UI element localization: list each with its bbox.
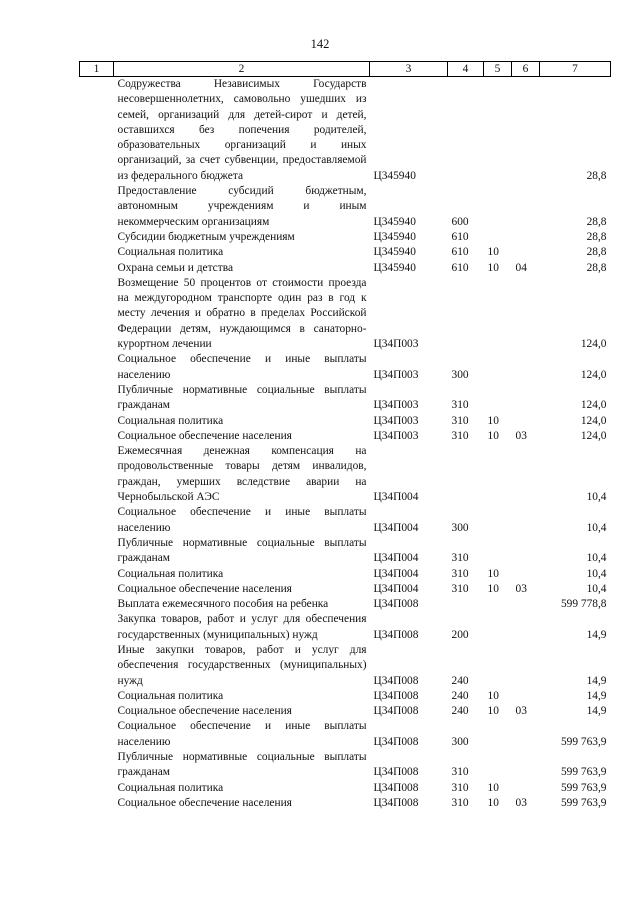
- cell-rz: [484, 505, 512, 536]
- cell-sum: 599 763,9: [560, 781, 607, 794]
- cell-rz: 10: [487, 705, 499, 718]
- cell-name: Социальное обеспечение населения: [117, 796, 292, 809]
- cell-code: Ц345940: [373, 215, 416, 228]
- cell-sum: 124,0: [580, 338, 607, 351]
- cell-blank: [80, 505, 114, 536]
- cell-rz: [484, 276, 512, 352]
- cell-name: Социальное обеспечение и иные выплаты населению: [117, 720, 367, 748]
- cell-blank: [80, 597, 114, 612]
- cell-name: Социальная политика: [117, 414, 224, 427]
- cell-code: Ц34П008: [373, 705, 419, 718]
- cell-code: Ц34П003: [373, 368, 419, 381]
- cell-vr: 300: [451, 521, 469, 534]
- cell-code: Ц34П008: [373, 689, 419, 702]
- cell-name: Ежемесячная денежная компенсация на продовольственные товары детям инвалидов, граждан, умерших вследствие аварии на Чернобыльской АЭС: [117, 445, 367, 504]
- cell-pr: [512, 567, 540, 582]
- cell-pr: [512, 184, 540, 230]
- cell-vr: 310: [451, 429, 469, 442]
- cell-vr: 310: [451, 582, 469, 595]
- cell-name: Иные закупки товаров, работ и услуг для обеспечения государственных (муниципальных) нужд: [117, 643, 367, 687]
- table-row: [80, 704, 611, 719]
- cell-code: Ц34П008: [373, 674, 419, 687]
- cell-vr: 300: [451, 735, 469, 748]
- cell-rz: 10: [487, 261, 499, 274]
- cell-code: Ц345940: [373, 230, 416, 243]
- cell-rz: [484, 383, 512, 414]
- cell-pr: [512, 781, 540, 796]
- cell-sum: 28,8: [586, 215, 607, 228]
- header-col-6: 6: [512, 62, 540, 77]
- cell-vr: [448, 276, 484, 352]
- cell-name: Социальное обеспечение населения: [117, 705, 292, 718]
- cell-sum: 28,8: [586, 261, 607, 274]
- cell-blank: [80, 704, 114, 719]
- cell-sum: 10,4: [586, 567, 607, 580]
- cell-blank: [80, 261, 114, 276]
- cell-name: Публичные нормативные социальные выплаты гражданам: [117, 751, 367, 779]
- cell-rz: 10: [487, 567, 499, 580]
- table-row: [80, 352, 611, 383]
- cell-rz: [484, 77, 512, 185]
- table-header-row: [80, 62, 611, 77]
- cell-name: Закупка товаров, работ и услуг для обеспечения государственных (муниципальных) нужд: [117, 613, 367, 641]
- header-col-1: 1: [80, 62, 114, 77]
- cell-pr: [512, 612, 540, 643]
- table-row: [80, 643, 611, 689]
- cell-vr: 300: [451, 368, 469, 381]
- cell-sum: 124,0: [580, 399, 607, 412]
- cell-code: Ц34П008: [373, 735, 419, 748]
- cell-name: Публичные нормативные социальные выплаты гражданам: [117, 536, 367, 565]
- cell-pr: [512, 750, 540, 781]
- cell-sum: 10,4: [586, 552, 607, 565]
- page-number: 142: [310, 37, 330, 51]
- cell-pr: [512, 245, 540, 260]
- cell-vr: 610: [451, 230, 469, 243]
- cell-code: Ц34П008: [373, 796, 419, 809]
- cell-rz: [484, 352, 512, 383]
- cell-vr: 310: [451, 552, 469, 565]
- cell-rz: [484, 230, 512, 245]
- cell-pr: 03: [515, 582, 527, 595]
- table-row: [80, 276, 611, 352]
- cell-pr: [512, 444, 540, 505]
- cell-sum: 10,4: [586, 582, 607, 595]
- cell-blank: [80, 429, 114, 444]
- header-col-2: 2: [114, 62, 370, 77]
- cell-sum: 124,0: [580, 368, 607, 381]
- cell-code: Ц34П004: [373, 521, 419, 534]
- cell-blank: [80, 383, 114, 414]
- cell-sum: 599 763,9: [560, 766, 607, 779]
- cell-blank: [80, 781, 114, 796]
- cell-blank: [80, 567, 114, 582]
- table-row: [80, 612, 611, 643]
- cell-rz: [484, 597, 512, 612]
- cell-pr: [512, 414, 540, 429]
- header-col-5: 5: [484, 62, 512, 77]
- cell-sum: 599 763,9: [560, 735, 607, 748]
- table-row: [80, 230, 611, 245]
- header-col-4: 4: [448, 62, 484, 77]
- cell-pr: 03: [515, 705, 527, 718]
- cell-name: Социальное обеспечение и иные выплаты населению: [117, 506, 367, 534]
- table-row: [80, 77, 611, 185]
- cell-code: Ц34П004: [373, 552, 419, 565]
- cell-name: Социальная политика: [117, 567, 224, 580]
- table-row: [80, 781, 611, 796]
- cell-blank: [80, 245, 114, 260]
- cell-rz: 10: [487, 429, 499, 442]
- cell-code: Ц34П004: [373, 491, 419, 504]
- cell-name: Социальная политика: [117, 689, 224, 702]
- cell-pr: 03: [515, 429, 527, 442]
- cell-name: Социальное обеспечение населения: [117, 582, 292, 595]
- cell-sum: 124,0: [580, 429, 607, 442]
- cell-blank: [80, 750, 114, 781]
- cell-name: Охрана семьи и детства: [117, 261, 233, 274]
- cell-vr: [448, 77, 484, 185]
- cell-pr: [512, 689, 540, 704]
- cell-vr: 310: [451, 567, 469, 580]
- header-col-7: 7: [540, 62, 611, 77]
- table-row: [80, 245, 611, 260]
- cell-name: Возмещение 50 процентов от стоимости проезда на междугородном транспорте один раз в год к месту лечения и обратно в пределах Российской Федерации детям, нуждающимся в санаторно-курортном лечении: [117, 276, 367, 351]
- cell-name: Публичные нормативные социальные выплаты гражданам: [117, 383, 367, 412]
- cell-sum: 14,9: [586, 628, 607, 641]
- cell-rz: 10: [487, 582, 499, 595]
- cell-rz: [484, 184, 512, 230]
- table-row: [80, 414, 611, 429]
- cell-sum: 10,4: [586, 491, 607, 504]
- cell-sum: 14,9: [586, 705, 607, 718]
- table-row: [80, 429, 611, 444]
- cell-rz: 10: [487, 796, 499, 809]
- cell-code: Ц34П003: [373, 399, 419, 412]
- cell-vr: 310: [451, 781, 469, 794]
- cell-code: Ц34П004: [373, 567, 419, 580]
- cell-name: Выплата ежемесячного пособия на ребенка: [117, 598, 329, 611]
- cell-pr: [512, 643, 540, 689]
- cell-pr: [512, 536, 540, 567]
- cell-code: Ц34П008: [373, 628, 419, 641]
- cell-sum: 599 763,9: [560, 796, 607, 809]
- cell-vr: 200: [451, 628, 469, 641]
- cell-sum: 28,8: [586, 246, 607, 259]
- cell-vr: 240: [451, 705, 469, 718]
- cell-name: Социальная политика: [117, 246, 224, 259]
- cell-vr: 310: [451, 796, 469, 809]
- cell-vr: 610: [451, 261, 469, 274]
- cell-blank: [80, 536, 114, 567]
- cell-blank: [80, 184, 114, 230]
- cell-vr: [448, 444, 484, 505]
- table-row: [80, 597, 611, 612]
- cell-blank: [80, 643, 114, 689]
- cell-vr: 310: [451, 766, 469, 779]
- cell-vr: 310: [451, 399, 469, 412]
- cell-pr: [512, 77, 540, 185]
- cell-pr: 03: [515, 796, 527, 809]
- cell-name: Предоставление субсидий бюджетным, автономным учреждениям и иным некоммерческим организациям: [117, 185, 367, 228]
- cell-vr: 600: [451, 215, 469, 228]
- table-row: [80, 444, 611, 505]
- cell-code: Ц345940: [373, 246, 416, 259]
- cell-vr: 610: [451, 246, 469, 259]
- budget-table: [79, 61, 611, 811]
- cell-blank: [80, 582, 114, 597]
- cell-rz: [484, 444, 512, 505]
- cell-blank: [80, 77, 114, 185]
- cell-pr: [512, 352, 540, 383]
- cell-vr: 240: [451, 689, 469, 702]
- header-col-3: 3: [370, 62, 448, 77]
- cell-sum: 599 778,8: [560, 598, 607, 611]
- cell-pr: [512, 505, 540, 536]
- table-row: [80, 719, 611, 750]
- cell-rz: [484, 612, 512, 643]
- cell-blank: [80, 719, 114, 750]
- cell-rz: [484, 536, 512, 567]
- cell-sum: 28,8: [586, 169, 607, 182]
- cell-blank: [80, 612, 114, 643]
- table-row: [80, 383, 611, 414]
- cell-blank: [80, 352, 114, 383]
- table-row: [80, 582, 611, 597]
- cell-sum: 14,9: [586, 689, 607, 702]
- cell-name: Содружества Независимых Государств несовершеннолетних, самовольно ушедших из семей, организаций для детей-сирот и детей, оставшихся без попечения родителей, образовательных организаций и иных организаций, за счет субвенции, предоставляемой из федерального бюджета: [117, 78, 367, 182]
- cell-pr: [512, 597, 540, 612]
- cell-code: Ц34П008: [373, 781, 419, 794]
- cell-sum: 124,0: [580, 414, 607, 427]
- cell-blank: [80, 276, 114, 352]
- cell-rz: [484, 643, 512, 689]
- cell-blank: [80, 444, 114, 505]
- cell-pr: [512, 230, 540, 245]
- table-row: [80, 261, 611, 276]
- cell-vr: 240: [451, 674, 469, 687]
- cell-vr: 310: [451, 414, 469, 427]
- cell-blank: [80, 689, 114, 704]
- cell-sum: 10,4: [586, 521, 607, 534]
- cell-code: Ц345940: [373, 261, 416, 274]
- cell-rz: [484, 719, 512, 750]
- cell-pr: [512, 276, 540, 352]
- cell-code: Ц34П003: [373, 429, 419, 442]
- cell-code: Ц34П004: [373, 582, 419, 595]
- cell-name: Социальное обеспечение и иные выплаты населению: [117, 353, 367, 381]
- cell-rz: 10: [487, 781, 499, 794]
- cell-name: Субсидии бюджетным учреждениям: [117, 230, 295, 243]
- cell-code: Ц34П008: [373, 766, 419, 779]
- cell-pr: [512, 383, 540, 414]
- cell-code: Ц34П003: [373, 414, 419, 427]
- cell-sum: 14,9: [586, 674, 607, 687]
- table-row: [80, 567, 611, 582]
- cell-pr: 04: [515, 261, 527, 274]
- cell-code: Ц34П008: [373, 598, 419, 611]
- table-row: [80, 536, 611, 567]
- cell-rz: 10: [487, 414, 499, 427]
- table-row: [80, 689, 611, 704]
- cell-name: Социальная политика: [117, 781, 224, 794]
- cell-rz: 10: [487, 689, 499, 702]
- cell-rz: 10: [487, 246, 499, 259]
- cell-blank: [80, 230, 114, 245]
- cell-sum: 28,8: [586, 230, 607, 243]
- cell-vr: [448, 597, 484, 612]
- table-row: [80, 750, 611, 781]
- table-row: [80, 505, 611, 536]
- table-row: [80, 796, 611, 811]
- cell-code: Ц34П003: [373, 338, 419, 351]
- cell-name: Социальное обеспечение населения: [117, 429, 292, 442]
- cell-pr: [512, 719, 540, 750]
- cell-blank: [80, 796, 114, 811]
- cell-blank: [80, 414, 114, 429]
- cell-rz: [484, 750, 512, 781]
- cell-code: Ц345940: [373, 169, 416, 182]
- table-row: [80, 184, 611, 230]
